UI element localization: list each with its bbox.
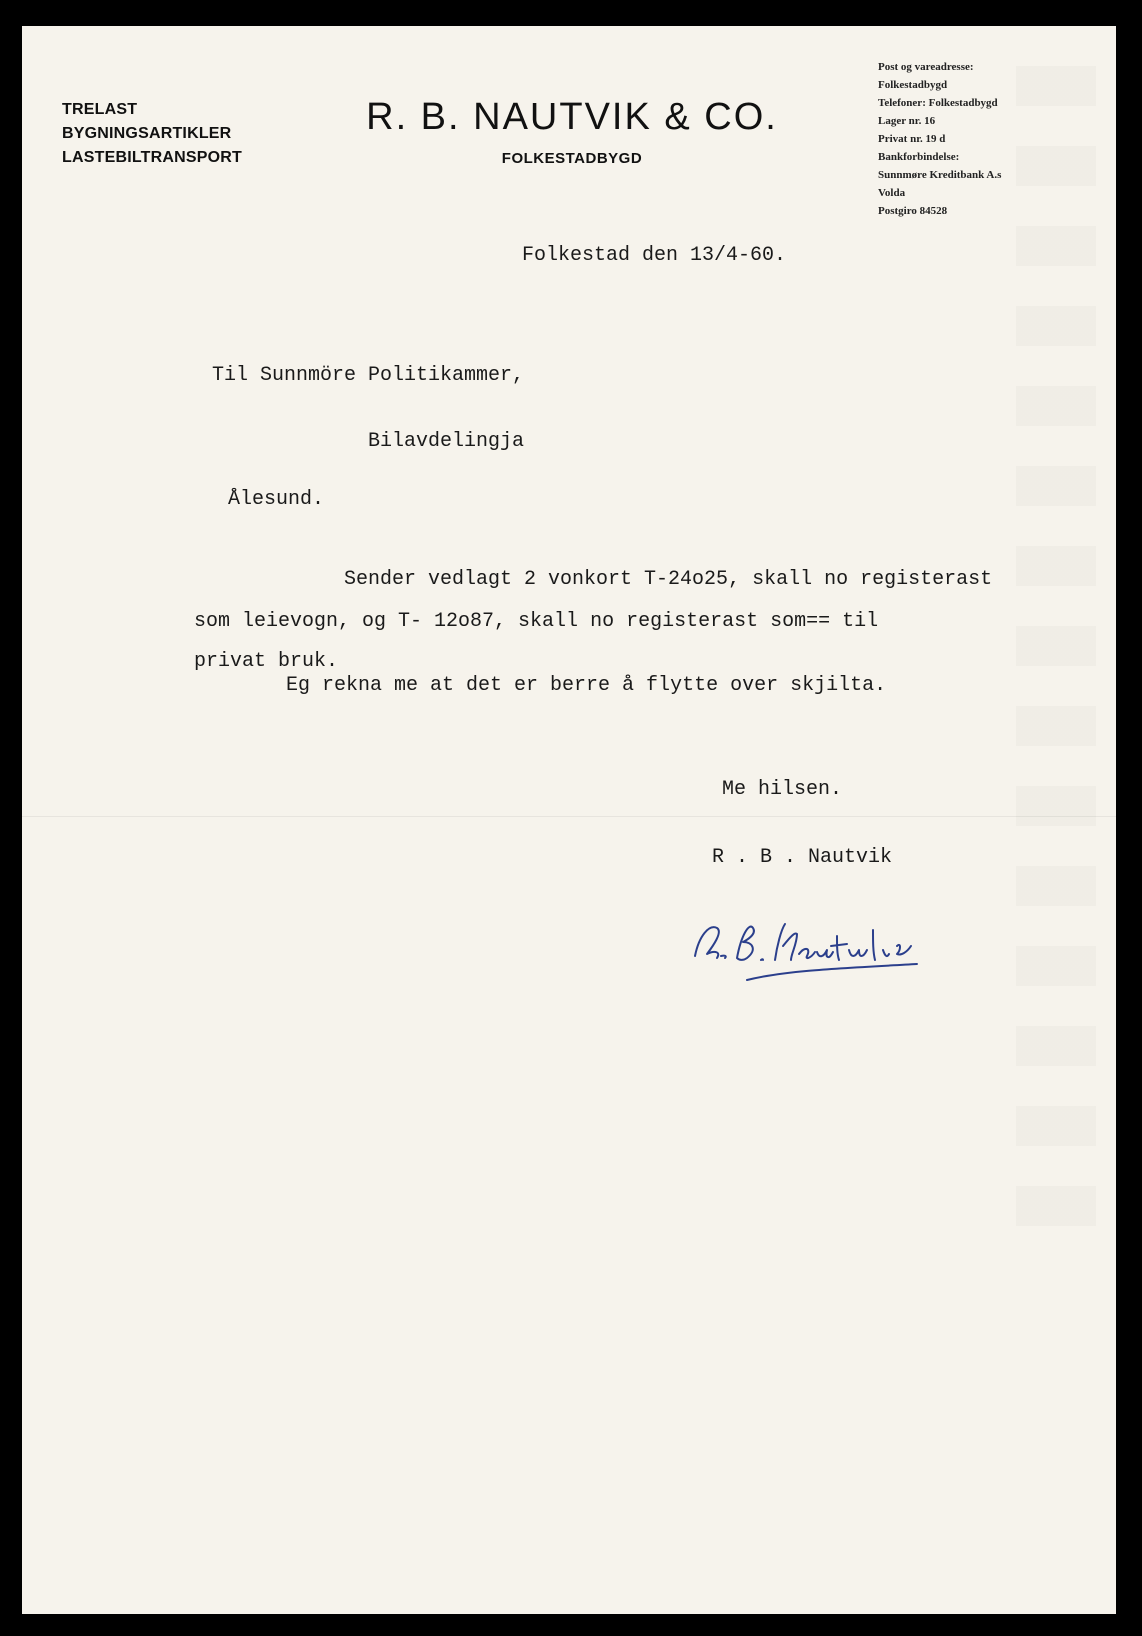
- body-line: som leievogn, og T- 12o87, skall no registerast som== til: [194, 610, 879, 633]
- letter-sheet: [22, 26, 1116, 1614]
- contact-line: Bankforbindelse:: [878, 151, 960, 163]
- services-list: [62, 98, 242, 170]
- service-building-articles: BYGNINGSARTIKLER: [62, 125, 232, 142]
- contact-line: Postgiro 84528: [878, 205, 948, 217]
- company-name: R. B. NAUTVIK & CO.: [366, 96, 778, 138]
- body-line: privat bruk.: [194, 650, 339, 673]
- contact-line: Lager nr. 16: [878, 115, 936, 127]
- contact-line: Telefoner: Folkestadbygd: [878, 97, 998, 109]
- closing: Me hilsen.: [722, 778, 843, 801]
- body-line: Eg rekna me at det er berre å flytte over skjilta.: [286, 674, 887, 697]
- recipient-department: Bilavdelingja: [368, 430, 525, 453]
- body-line: Sender vedlagt 2 vonkort T-24o25, skall no registerast: [344, 568, 993, 591]
- handwritten-signature: [687, 906, 937, 996]
- recipient-line: Til Sunnmöre Politikammer,: [212, 364, 525, 387]
- contact-line: Folkestadbygd: [878, 79, 948, 91]
- contact-block: [878, 58, 1001, 220]
- recipient-city: Ålesund.: [228, 488, 325, 511]
- watermark: [1016, 66, 1096, 1266]
- service-timber: TRELAST: [62, 101, 138, 118]
- contact-line: Sunnmøre Kreditbank A.s: [878, 169, 1002, 181]
- sender-name: R . B . Nautvik: [712, 846, 893, 869]
- contact-line: Post og vareadresse:: [878, 61, 974, 73]
- paper-fold: [22, 816, 1116, 817]
- contact-line: Privat nr. 19 d: [878, 133, 946, 145]
- contact-line: Volda: [878, 187, 906, 199]
- service-truck-transport: LASTEBILTRANSPORT: [62, 149, 242, 166]
- date-line: Folkestad den 13/4-60.: [522, 244, 787, 267]
- company-place: FOLKESTADBYGD: [501, 150, 643, 167]
